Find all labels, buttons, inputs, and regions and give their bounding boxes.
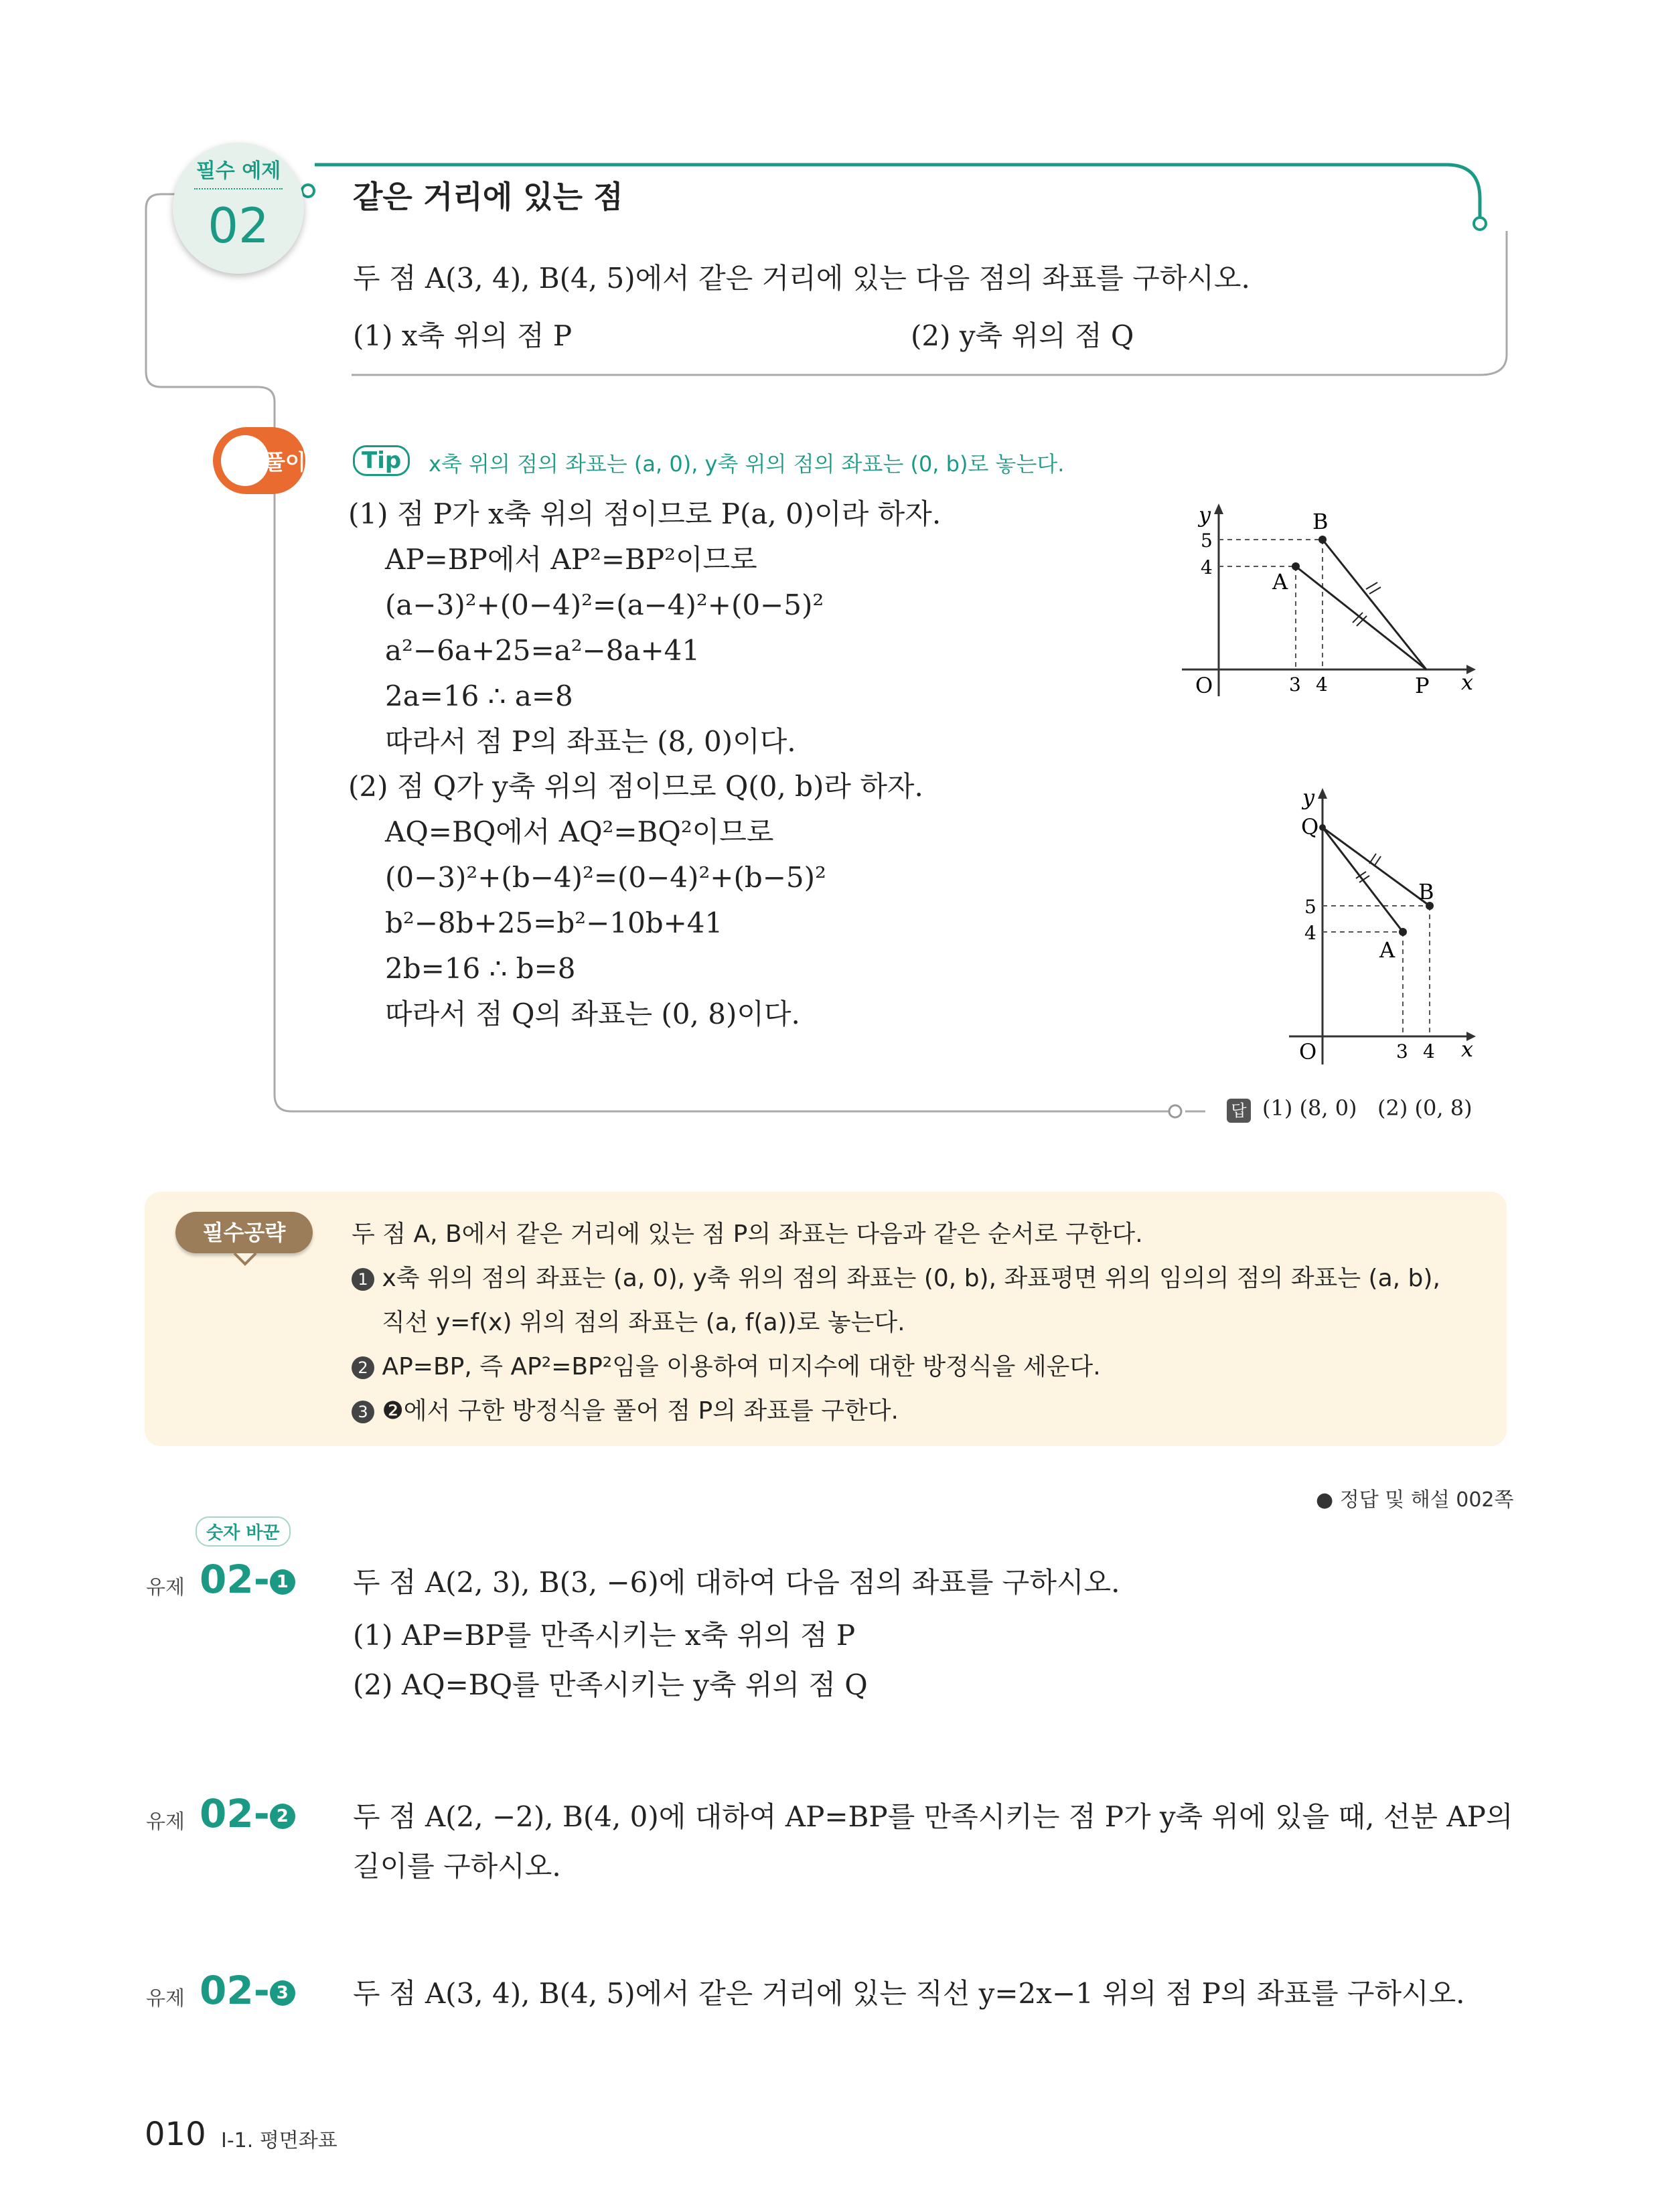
- variant-sub2: (2) AQ=BQ를 만족시키는 y축 위의 점 Q: [353, 1668, 868, 1701]
- example-badge-label: 필수 예제: [196, 159, 281, 183]
- strategy-step3-text: ❷에서 구한 방정식을 풀어 점 P의 좌표를 구한다.: [382, 1397, 899, 1425]
- answer-text: (1) (8, 0) (2) (0, 8): [1262, 1095, 1473, 1121]
- solution-line: AP=BP에서 AP²=BP²이므로: [385, 543, 757, 576]
- example-problem: 두 점 A(3, 4), B(4, 5)에서 같은 거리에 있는 다음 점의 좌표를 구하시오.: [353, 262, 1250, 295]
- solution-line: (2) 점 Q가 y축 위의 점이므로 Q(0, b)라 하자.: [348, 770, 923, 803]
- strategy-step3: [352, 1392, 899, 1426]
- variant-problem: 두 점 A(2, −2), B(4, 0)에 대하여 AP=BP를 만족시키는 점 P가 y축 위에 있을 때, 선분 AP의: [353, 1800, 1513, 1833]
- example-sub2: (2) y축 위의 점 Q: [911, 319, 1134, 352]
- graph-label: A: [1272, 569, 1288, 595]
- variant-circle-number: 2: [270, 1804, 295, 1829]
- example-title: 같은 거리에 있는 점: [353, 179, 623, 215]
- section-title: I-1. 평면좌표: [221, 2129, 337, 2152]
- tip-text: x축 위의 점의 좌표는 (a, 0), y축 위의 점의 좌표는 (0, b)로 놓는다.: [429, 451, 1065, 477]
- variant-number: [200, 1968, 295, 2013]
- pencil-icon: [221, 435, 269, 486]
- variant-problem: 두 점 A(3, 4), B(4, 5)에서 같은 거리에 있는 직선 y=2x−1 위의 점 P의 좌표를 구하시오.: [353, 1977, 1465, 2010]
- variant-label: 유제: [146, 1576, 185, 1599]
- graph-label: 3: [1289, 674, 1301, 696]
- graph-label: 4: [1304, 922, 1316, 944]
- graph-label: x: [1461, 1036, 1474, 1062]
- variant-tag: 숫자 바꾼: [196, 1516, 291, 1547]
- tip-label: Tip: [353, 445, 410, 476]
- strategy-content: [352, 1215, 1490, 1429]
- solution-part1: [348, 491, 1152, 772]
- variant-circle-number: 1: [270, 1569, 295, 1595]
- solution-line: 2b=16 ∴ b=8: [385, 952, 576, 985]
- graph-label: B: [1418, 879, 1434, 904]
- variant-number: [200, 1557, 295, 1602]
- variant-sub1: (1) AP=BP를 만족시키는 x축 위의 점 P: [353, 1619, 856, 1652]
- solution-line: (a−3)²+(0−4)²=(a−4)²+(0−5)²: [385, 588, 824, 621]
- variant-circle-number: 3: [270, 1980, 295, 2006]
- example-badge-number: 02: [208, 198, 269, 254]
- graph-label: P: [1415, 673, 1430, 698]
- graph-label: 4: [1316, 674, 1328, 696]
- strategy-intro: 두 점 A, B에서 같은 거리에 있는 점 P의 좌표는 다음과 같은 순서로 구한다.: [352, 1220, 1143, 1248]
- graph-label: Q: [1301, 814, 1319, 840]
- step-number-2: 2: [352, 1356, 374, 1379]
- answer-reference: [1316, 1483, 1513, 1512]
- graph-label: y: [1199, 502, 1211, 528]
- answer-reference-text: 정답 및 해설 002쪽: [1339, 1488, 1514, 1512]
- chevron-down-icon: [232, 1251, 258, 1267]
- strategy-badge-label: 필수공략: [202, 1220, 286, 1245]
- variant-problem: 두 점 A(2, 3), B(3, −6)에 대하여 다음 점의 좌표를 구하시오.: [353, 1566, 1120, 1599]
- page-number: 010: [145, 2116, 206, 2153]
- graph-label: y: [1302, 785, 1315, 810]
- graph-label: x: [1461, 669, 1474, 695]
- variant-number-text: 02-: [200, 1968, 270, 2013]
- answer-badge: 답: [1227, 1099, 1251, 1123]
- graph-p: [1165, 495, 1487, 710]
- strategy-step2-text: AP=BP, 즉 AP²=BP²임을 이용하여 미지수에 대한 방정식을 세운다.: [382, 1353, 1101, 1380]
- solution-line: b²−8b+25=b²−10b+41: [385, 906, 723, 939]
- strategy-step1-text: x축 위의 점의 좌표는 (a, 0), y축 위의 점의 좌표는 (0, b), 좌표평면 위의 임의의 점의 좌표는 (a, b),: [382, 1265, 1440, 1292]
- strategy-badge: [175, 1212, 313, 1253]
- variant-label: 유제: [146, 1810, 185, 1834]
- graph-label: B: [1312, 509, 1329, 534]
- variant-number-text: 02-: [200, 1557, 270, 1602]
- example-sub1: (1) x축 위의 점 P: [353, 319, 573, 352]
- solution-part2: [348, 763, 1152, 1044]
- variant-label: 유제: [146, 1987, 185, 2010]
- graph-label: A: [1379, 937, 1395, 963]
- bullet-icon: ●: [1316, 1488, 1340, 1512]
- graph-label: 4: [1201, 556, 1213, 578]
- variant-number-text: 02-: [200, 1791, 270, 1836]
- solution-badge-label: 풀이: [265, 449, 306, 475]
- solution-line: (0−3)²+(b−4)²=(0−4)²+(b−5)²: [385, 861, 826, 894]
- step-number-1: 1: [352, 1268, 374, 1291]
- graph-label: 5: [1201, 530, 1213, 552]
- solution-line: (1) 점 P가 x축 위의 점이므로 P(a, 0)이라 하자.: [348, 497, 941, 530]
- strategy-step1: [352, 1259, 1440, 1293]
- graph-label: O: [1195, 673, 1213, 698]
- solution-line: 따라서 점 P의 좌표는 (8, 0)이다.: [385, 725, 796, 758]
- graph-label: O: [1299, 1039, 1317, 1064]
- solution-line: 따라서 점 Q의 좌표는 (0, 8)이다.: [385, 998, 800, 1030]
- step-number-3: 3: [352, 1401, 374, 1423]
- variant-number: [200, 1791, 295, 1836]
- graph-q: [1272, 777, 1487, 1071]
- variant-problem-cont: 길이를 구하시오.: [353, 1850, 561, 1883]
- strategy-step1-cont: 직선 y=f(x) 위의 점의 좌표는 (a, f(a))로 놓는다.: [382, 1309, 905, 1336]
- solution-line: a²−6a+25=a²−8a+41: [385, 634, 700, 667]
- graph-label: 3: [1396, 1040, 1408, 1062]
- graph-label: 4: [1423, 1040, 1435, 1062]
- example-badge-divider: [194, 188, 283, 189]
- graph-label: 5: [1304, 896, 1316, 918]
- strategy-step2: [352, 1348, 1101, 1382]
- solution-line: 2a=16 ∴ a=8: [385, 680, 573, 712]
- solution-line: AQ=BQ에서 AQ²=BQ²이므로: [385, 815, 774, 848]
